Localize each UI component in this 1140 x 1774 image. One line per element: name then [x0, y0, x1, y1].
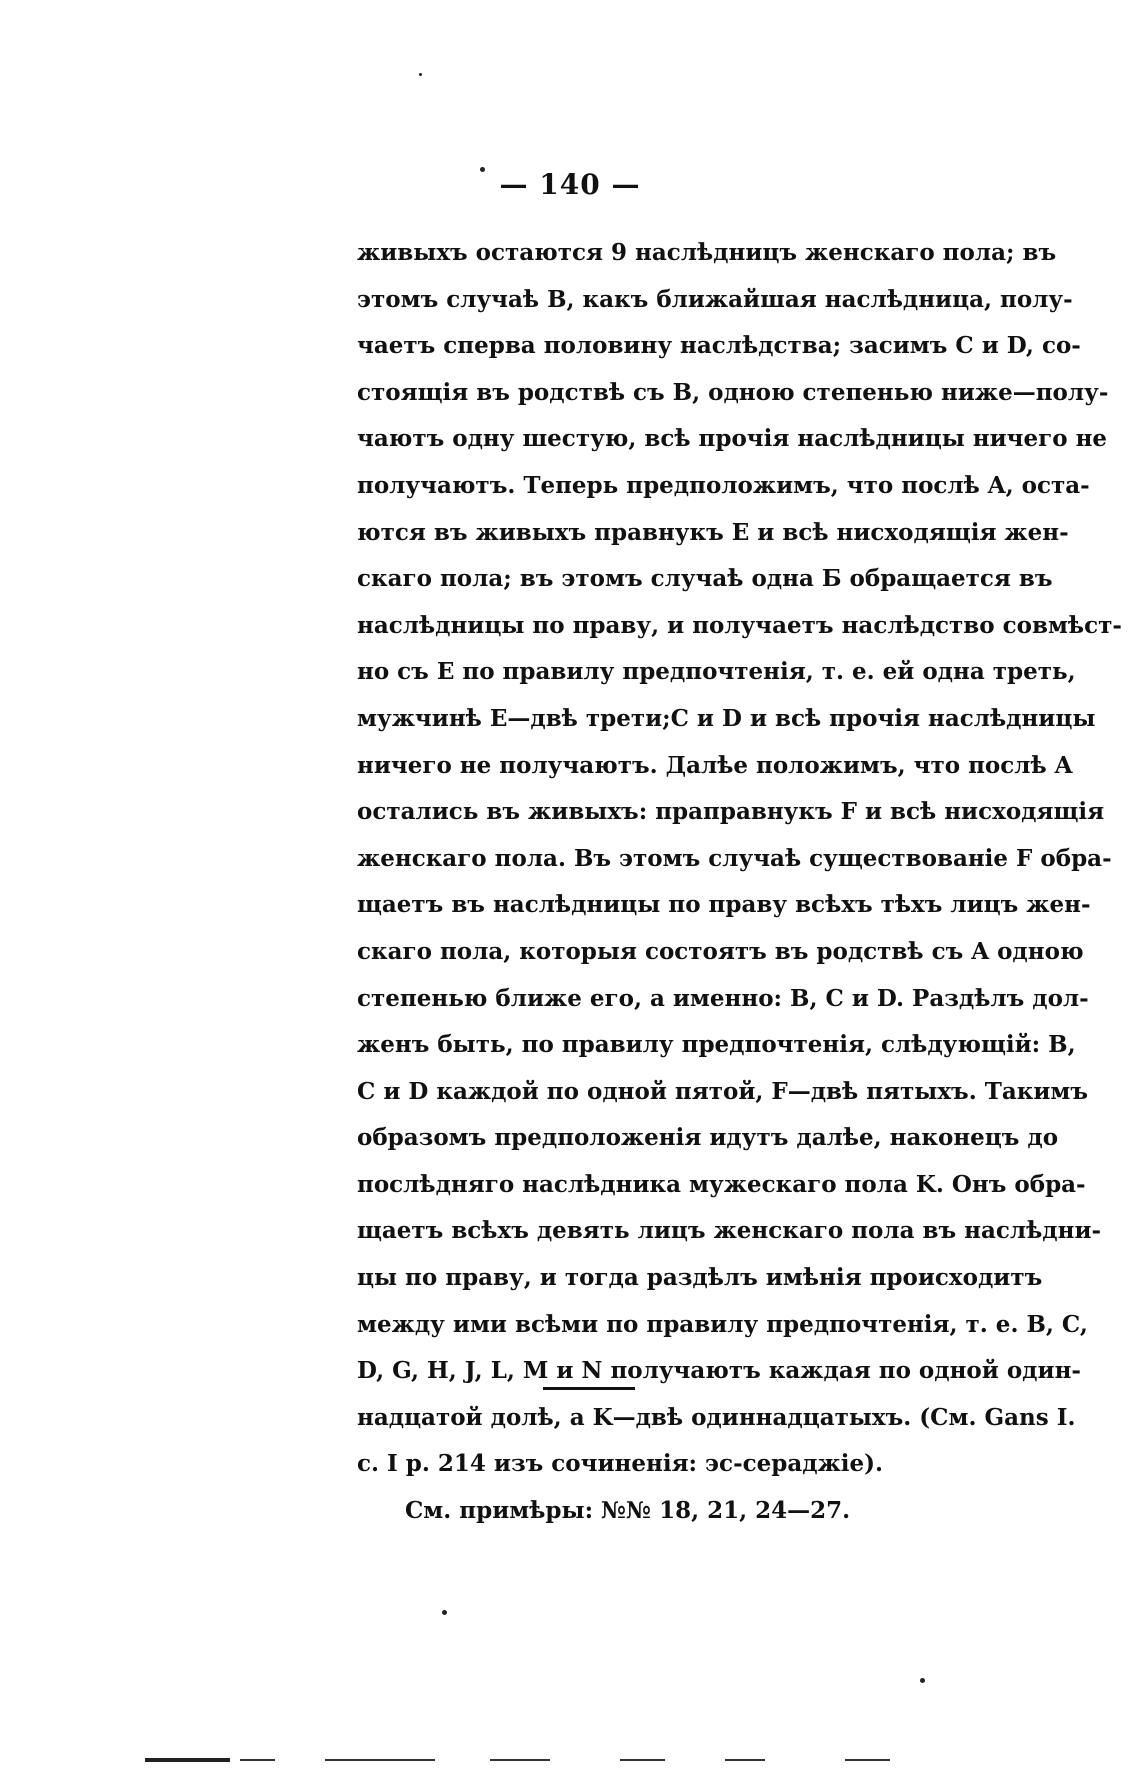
text-line: степенью ближе его, а именно: B, C и D. Раздѣлъ дол-	[357, 984, 1089, 1012]
scan-speck	[480, 167, 485, 172]
text-line: щаетъ всѣхъ девять лицъ женскаго пола въ наслѣдни-	[357, 1217, 1102, 1245]
text-line: остались въ живыхъ: праправнукъ F и всѣ нисходящія	[357, 798, 1105, 826]
text-line: скаго пола; въ этомъ случаѣ одна Б обращается въ	[357, 565, 1053, 593]
scan-edge-mark	[325, 1759, 435, 1761]
scan-edge-mark	[845, 1759, 890, 1761]
scan-speck	[442, 1610, 447, 1615]
text-line: D, G, H, J, L, M и N получаютъ каждая по одной один-	[357, 1357, 1081, 1385]
text-line: чаютъ одну шестую, всѣ прочія наслѣдницы ничего не	[357, 425, 1108, 453]
text-line: этомъ случаѣ B, какъ ближайшая наслѣдница, полу-	[357, 285, 1073, 313]
scan-speck	[419, 73, 422, 76]
text-line: послѣдняго наслѣдника мужескаго пола K. Онъ обра-	[357, 1170, 1086, 1198]
main-text	[357, 230, 1122, 1535]
text-line: ются въ живыхъ правнукъ E и всѣ нисходящія жен-	[357, 518, 1069, 546]
text-line: стоящія въ родствѣ съ B, одною степенью ниже—полу-	[357, 378, 1109, 406]
scan-speck	[920, 1678, 925, 1683]
scan-edge-mark	[145, 1758, 230, 1762]
text-line: C и D каждой по одной пятой, F—двѣ пятыхъ. Такимъ	[357, 1077, 1089, 1105]
text-line: женскаго пола. Въ этомъ случаѣ существованіе F обра-	[357, 844, 1112, 872]
text-line: с. I p. 214 изъ сочиненія: эс-сераджіе).	[357, 1450, 884, 1478]
text-line: живыхъ остаются 9 наслѣдницъ женскаго пола; въ	[357, 239, 1057, 266]
text-line: получаютъ. Теперь предположимъ, что послѣ A, оста-	[357, 471, 1090, 499]
text-line: ничего не получаютъ. Далѣе положимъ, что послѣ A	[357, 751, 1073, 779]
examples-reference: См. примѣры: №№ 18, 21, 24—27.	[405, 1497, 851, 1525]
scan-edge-mark	[490, 1759, 550, 1761]
text-line: наслѣдницы по праву, и получаетъ наслѣдство совмѣст-	[357, 611, 1122, 639]
text-line: цы по праву, и тогда раздѣлъ имѣнія происходитъ	[357, 1264, 1043, 1292]
text-line: но съ E по правилу предпочтенія, т. е. ей одна треть,	[357, 658, 1076, 686]
text-line: образомъ предположенія идутъ далѣе, наконецъ до	[357, 1124, 1059, 1152]
scan-edge-mark	[240, 1759, 275, 1761]
text-line: мужчинѣ E—двѣ трети;C и D и всѣ прочія наслѣдницы	[357, 704, 1096, 732]
scan-edge-mark	[620, 1759, 665, 1761]
page-number: — 140 —	[499, 168, 641, 201]
text-line: надцатой долѣ, а K—двѣ одиннадцатыхъ. (См. Gans I.	[357, 1403, 1076, 1431]
text-line: чаетъ сперва половину наслѣдства; засимъ C и D, со-	[357, 332, 1081, 360]
text-line: между ими всѣми по правилу предпочтенія, т. е. B, C,	[357, 1310, 1088, 1338]
text-line: скаго пола, которыя состоятъ въ родствѣ съ A одною	[357, 937, 1084, 965]
scan-edge-mark	[725, 1759, 765, 1761]
text-line: женъ быть, по правилу предпочтенія, слѣдующій: B,	[357, 1031, 1076, 1059]
section-end-rule	[543, 1387, 635, 1390]
text-line: щаетъ въ наслѣдницы по праву всѣхъ тѣхъ лицъ жен-	[357, 891, 1091, 919]
